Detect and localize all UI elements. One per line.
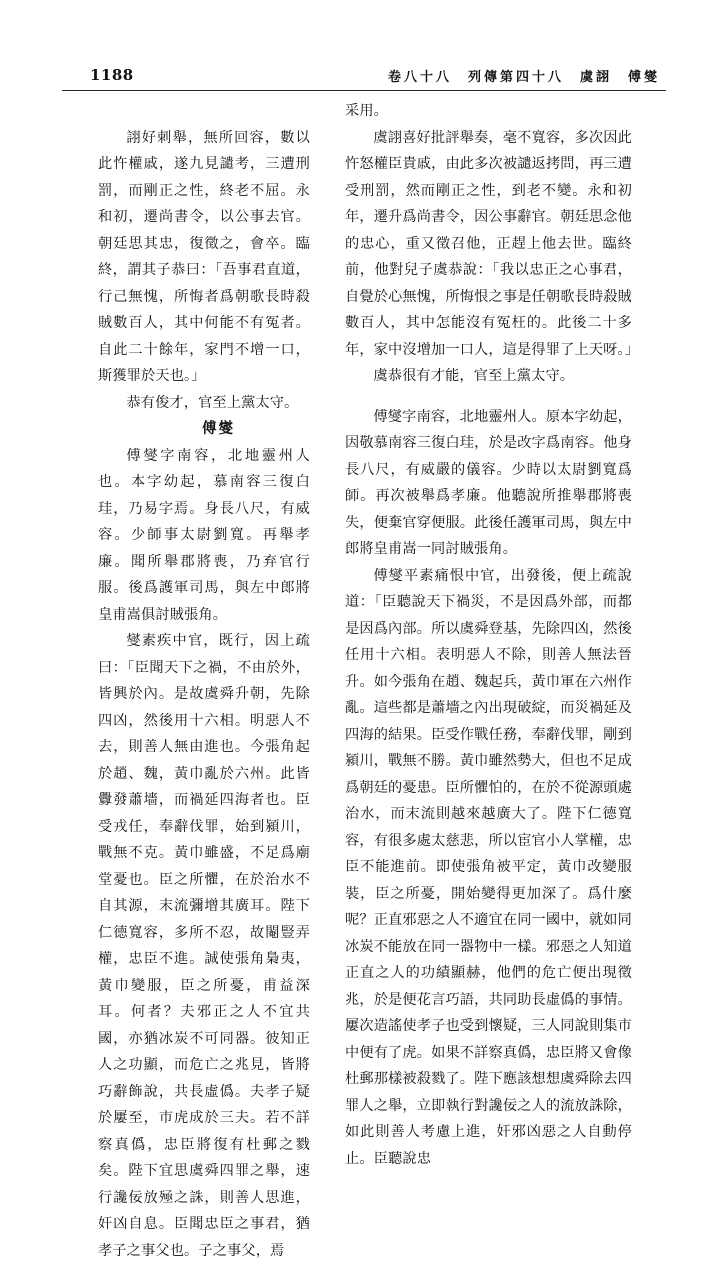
paragraph-yu-gong: 恭有俊才，官至上黨太守。	[126, 394, 299, 411]
paragraph-yu-xu-translation: 虞詡喜好批評舉奏，毫不寬容，多次因此忤怒權臣貴戚，由此多次被譴返拷問，再三遭受刑罰，然而剛正之性，到老不變。永和初年，遷升爲尚書令，因公事辭官。朝廷思念他的忠心，重又徵召他，正趕上他去世。臨終前，他對兒子虞恭說：「我以忠正之心事君，自覺於心無愧，所悔恨之事是任朝歌長時殺賊數百人，其中怎能沒有冤枉的。此後二十多年，家中沒增加一口人，這是得罪了上天呀。」	[345, 129, 639, 358]
paragraph-fu-xie-memorial-translation: 傅燮平素痛恨中官，出發後，便上疏說道：「臣聽說天下禍災，不是因爲外部，而都是因爲內部。所以虞舜登基，先除四凶，然後任用十六相。表明惡人不除，則善人無法晉升。如今張角在趙、魏起兵，黃巾軍在六州作亂。這些都是蕭墻之內出現破綻，而災禍延及四海的結果。臣受作戰任務，奉辭伐罪，剛到潁川，戰無不勝。黃巾雖然勢大，但也不足成爲朝廷的憂患。臣所懼怕的，在於不從源頭處治水，而末流則越來越廣大了。陛下仁德寬容，有很多處太慈悲，所以宦官小人掌權，忠臣不能進前。即使張角被平定，黃巾改變服裝，臣之所憂，開始變得更加深了。爲什麼呢？正直邪惡之人不適宜在同一國中，就如同冰炭不能放在同一器物中一樣。邪惡之人知道正直之人的功績顯赫，他們的危亡便出現徵兆，於是便花言巧語，共同助長虛僞的事情。屢次造謠使孝子也受到懷疑，三人同說則集市中便有了虎。如果不詳察真僞，忠臣將又會像杜郵那樣被殺戮了。陛下應該想想虞舜除去四罪人之舉，立即執行對讒佞之人的流放誅除，如此則善人考慮上進，奸邪凶惡之人自動停止。臣聽說忠	[345, 567, 632, 1167]
translation-column	[345, 98, 639, 1167]
paragraph-fu-xie-memorial: 燮素疾中官，既行，因上疏曰：「臣聞天下之禍，不由於外，皆興於內。是故虞舜升朝，先除四凶，然後用十六相。明惡人不去，則善人無由進也。今張角起於趙、魏，黃巾亂於六州。此皆釁發蕭墻，而禍延四海者也。臣受戎任，奉辭伐罪，始到潁川，戰無不克。黃巾雖盛，不足爲廟堂憂也。臣之所懼，在於治水不自其源，末流彌增其廣耳。陛下仁德寬容，多所不忍，故閹豎弄權，忠臣不進。誠使張角梟夷，黃巾變服，臣之所憂，甫益深耳。何者？夫邪正之人不宜共國，亦猶冰炭不可同器。彼知正人之功顯，而危亡之兆見，皆將巧辭飾說，共長虛僞。夫孝子疑於屢至，市虎成於三夫。若不詳察真僞，忠臣將復有杜郵之戮矣。陛下宜思虞舜四罪之舉，速行讒佞放殛之誅，則善人思進，奸凶自息。臣聞忠臣之事君，猶孝子之事父也。子之事父，焉	[98, 633, 310, 1259]
header-rule	[62, 90, 666, 91]
page-header	[62, 62, 666, 88]
running-title: 卷八十八 列傳第四十八 虞詡 傅燮	[387, 70, 660, 85]
column-top-spacer	[98, 98, 310, 125]
classical-text-column	[98, 98, 310, 1259]
paragraph-fu-xie-bio-translation: 傅燮字南容，北地靈州人。原本字幼起，因敬慕南容三復白珪，於是改字爲南容。他身長八尺，有威嚴的儀容。少時以太尉劉寬爲師。再次被舉爲孝廉。他聽說所推舉郡將喪失，便棄官穿便服。此後任護軍司馬，與左中郎將皇甫嵩一同討賊張角。	[345, 408, 632, 557]
page-number: 1188	[90, 66, 134, 84]
paragraph-continuation: 采用。	[345, 103, 389, 119]
section-heading: 傅燮	[202, 420, 235, 437]
paragraph-fu-xie-bio: 傅燮字南容，北地靈州人也。本字幼起，慕南容三復白珪，乃易字焉。身長八尺，有威容。少師事太尉劉寬。再舉孝廉。聞所舉郡將喪，乃弃官行服。後爲護軍司馬，與左中郎將皇甫嵩俱討賊張角。	[98, 447, 310, 623]
paragraph-yu-xu-conclusion: 詡好刺舉，無所回容，數以此忤權戚，遂九見譴考，三遭刑罰，而剛正之性，終老不屈。永和初，遷尚書令，以公事去官。朝廷思其忠，復徵之，會卒。臨終，謂其子恭曰：「吾事君直道，行己無愧，所悔者爲朝歌長時殺賊數百人，其中何能不有冤者。自此二十餘年，家門不增一口，斯獲罪於天也。」	[98, 129, 310, 384]
paragraph-yu-gong-translation: 虞恭很有才能，官至上黨太守。	[373, 368, 575, 384]
